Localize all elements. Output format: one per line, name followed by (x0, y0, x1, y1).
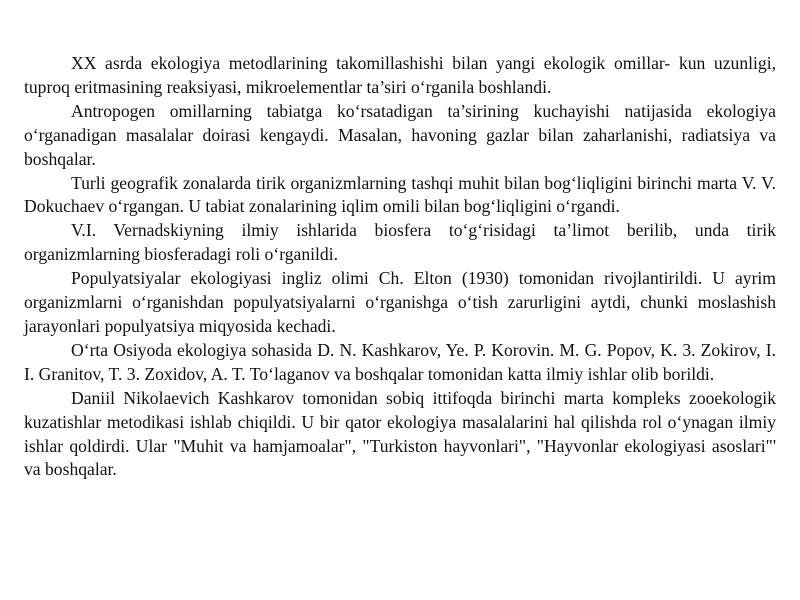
document-body (24, 52, 776, 482)
paragraph-4: V.I. Vernadskiyning ilmiy ishlarida biosfera to‘g‘risidagi ta’limot berilib, unda tirik organizmlarning biosferadagi roli o‘rganildi. (24, 220, 776, 265)
paragraph-5: Populyatsiyalar ekologiyasi ingliz olimi Ch. Elton (1930) tomonidan rivojlantirildi. U ayrim organizmlarni o‘rganishdan populyatsiyalarni o‘rganishga o‘tish zarurligini aytdi, chunki moslashish jarayonlari populyatsiya miqyosida kechadi. (24, 268, 776, 336)
paragraph-2: Antropogen omillarning tabiatga ko‘rsatadigan ta’sirining kuchayishi natijasida ekologiya o‘rganadigan masalalar doirasi kengaydi. Masalan, havoning gazlar bilan zaharlanishi, radiatsiya va boshqalar. (24, 100, 776, 169)
paragraph-1: XX asrda ekologiya metodlarining takomillashishi bilan yangi ekologik omillar- kun uzunligi, tuproq eritmasining reaksiyasi, mikroelementlar ta’siri o‘rganila boshlandi. (24, 53, 776, 97)
paragraph-6: O‘rta Osiyoda ekologiya sohasida D. N. Kashkarov, Ye. P. Korovin. M. G. Popov, K. 3. Zokirov, I. I. Granitov, T. 3. Zoxidov, A. T. To‘laganov va boshqalar tomonidan katta ilmiy ishlar olib borildi. (24, 339, 776, 384)
paragraph-7: Daniil Nikolaevich Kashkarov tomonidan sobiq ittifoqda birinchi marta kompleks zooekologik kuzatishlar metodikasi ishlab chiqildi. U bir qator ekologiya masalalarini hal qilishda rol o‘ynagan ilmiy ishlar qoldirdi. Ular "Muhit va hamjamoalar", "Turkiston hayvonlari", "Hayvonlar ekologiyasi asoslari"' va boshqalar. (24, 387, 776, 480)
paragraph-3: Turli geografik zonalarda tirik organizmlarning tashqi muhit bilan bog‘liqligini birinchi marta V. V. Dokuchaev o‘rgangan. U tabiat zonalarining iqlim omili bilan bog‘liqligini o‘rgandi. (24, 172, 776, 217)
